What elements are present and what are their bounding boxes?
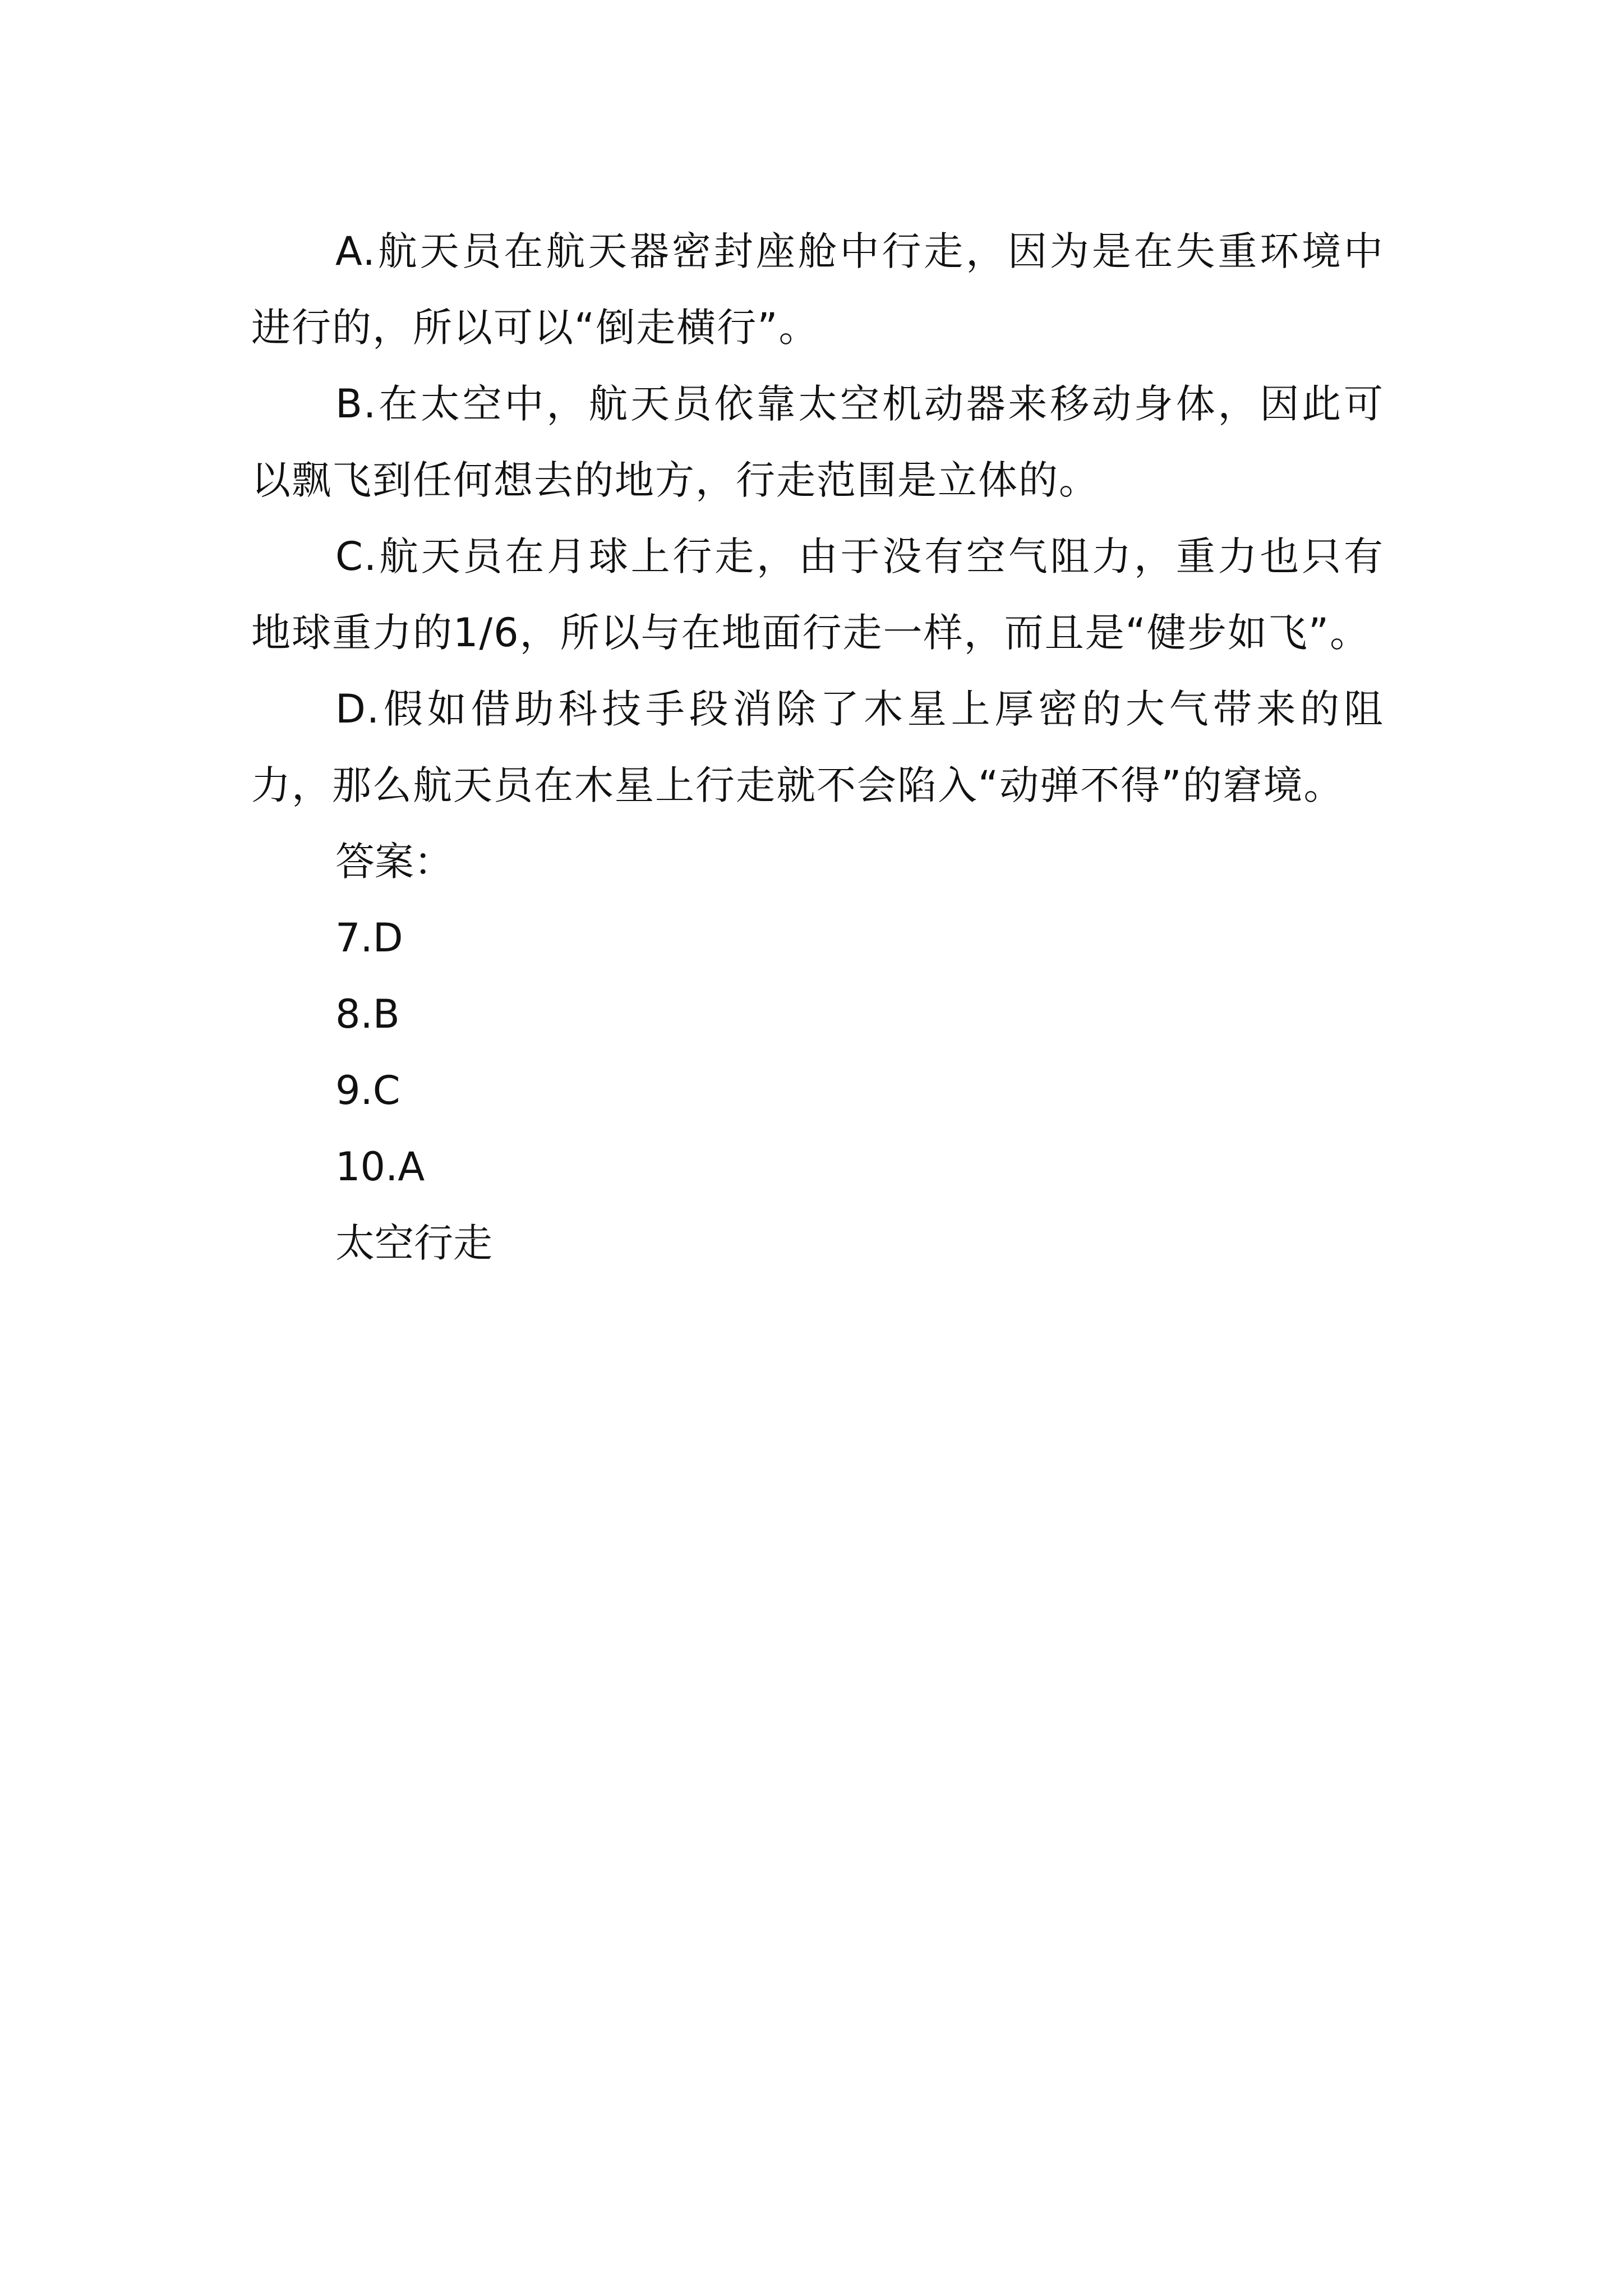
section-title: 太空行走 <box>335 1220 492 1266</box>
option-b: B.在太空中，航天员依靠太空机动器来移动身体，因此可以飘飞到任何想去的地方，行走范围是立体的。 <box>251 381 1384 503</box>
answers-heading: 答案： <box>335 839 453 885</box>
option-d: D.假如借助科技手段消除了木星上厚密的大气带来的阻力，那么航天员在木星上行走就不会陷入“动弹不得”的窘境。 <box>251 686 1384 808</box>
page-content <box>251 213 1384 1281</box>
answer-item: 10.A <box>335 1144 425 1190</box>
option-a: A.航天员在航天器密封座舱中行走，因为是在失重环境中进行的，所以可以“倒走横行”。 <box>251 228 1384 351</box>
answer-item: 9.C <box>335 1068 400 1114</box>
answer-item: 8.B <box>335 991 400 1037</box>
answer-item: 7.D <box>335 915 403 961</box>
option-c: C.航天员在月球上行走，由于没有空气阻力，重力也只有地球重力的1/6，所以与在地面行走一样，而且是“健步如飞”。 <box>251 533 1384 656</box>
